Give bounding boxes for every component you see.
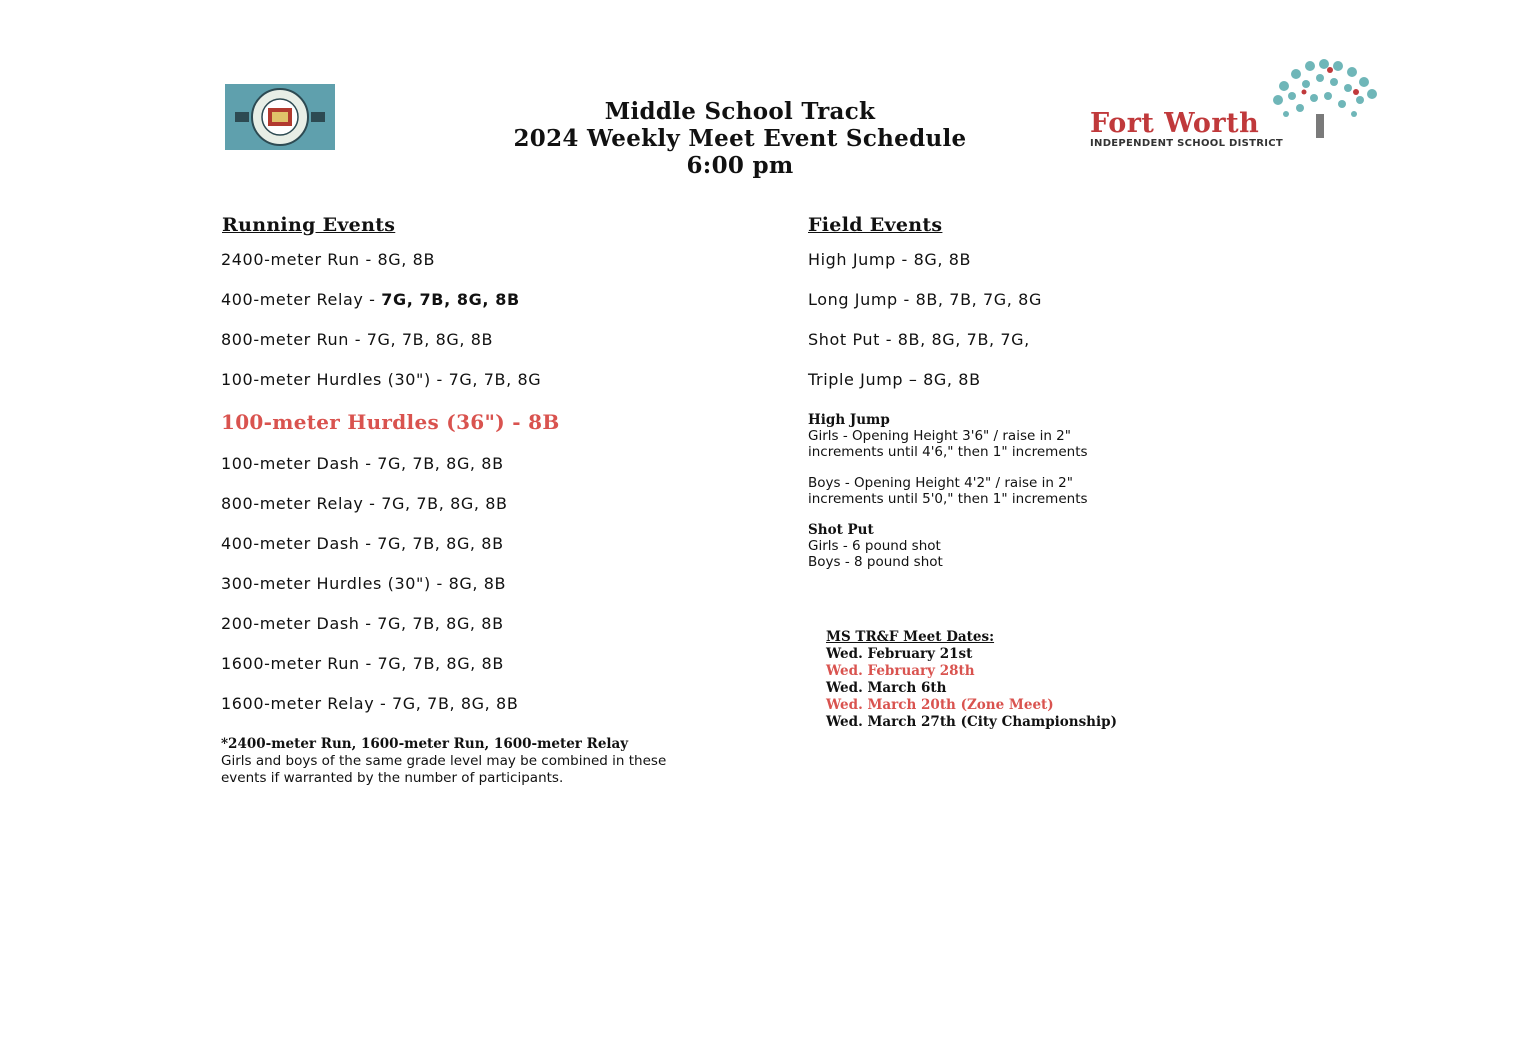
meet-dates-title: MS TR&F Meet Dates:	[826, 629, 995, 645]
running-event-name: 2400-meter Run -	[221, 250, 378, 269]
running-event-row	[221, 410, 560, 434]
meet-date-item: Wed. March 6th	[826, 680, 947, 696]
field-event-grades: 8B, 8G, 7B, 7G,	[897, 330, 1030, 349]
running-event-name: 100-meter Hurdles (36") - 8B	[221, 410, 560, 434]
running-event-row	[221, 290, 520, 309]
field-event-grades: 8G, 8B	[913, 250, 972, 269]
running-event-grades: 7G, 7B, 8G, 8B	[392, 694, 519, 713]
running-event-row	[221, 370, 541, 389]
field-events-heading: Field Events	[808, 214, 943, 236]
running-event-grades: 8G, 8B	[377, 250, 436, 269]
running-event-name: 200-meter Dash -	[221, 614, 378, 633]
shot-put-rules-title: Shot Put	[808, 522, 874, 538]
title-line-2: 2024 Weekly Meet Event Schedule	[513, 125, 967, 152]
high-jump-rules	[808, 412, 1088, 460]
running-event-grades: 7G, 7B, 8G, 8B	[366, 330, 494, 349]
title-line-1: Middle School Track	[604, 98, 876, 125]
running-event-row	[221, 454, 504, 473]
field-event-grades: 8B, 7B, 7G, 8G	[915, 290, 1042, 309]
running-events-heading: Running Events	[222, 214, 396, 236]
meet-dates-block	[826, 629, 1117, 731]
tree-icon	[1264, 56, 1388, 138]
running-event-row	[221, 330, 493, 349]
boys-high-jump-line-2: increments until 5'0," then 1" increments	[808, 491, 1088, 507]
meet-dates-list	[826, 646, 1117, 731]
girls-high-jump-line-1: Girls - Opening Height 3'6" / raise in 2"	[808, 428, 1071, 444]
running-event-name: 300-meter Hurdles (30") -	[221, 574, 449, 593]
page-title	[400, 98, 1080, 179]
running-event-row	[221, 534, 504, 553]
field-event-name: High Jump -	[808, 250, 914, 269]
fwisd-athletics-seal-icon	[225, 84, 335, 150]
shot-put-rules	[808, 522, 943, 570]
boys-high-jump-line-1: Boys - Opening Height 4'2" / raise in 2"	[808, 475, 1073, 491]
running-event-name: 800-meter Relay -	[221, 494, 382, 513]
field-event-name: Shot Put -	[808, 330, 898, 349]
field-event-row	[808, 290, 1042, 309]
running-event-row	[221, 574, 506, 593]
running-event-grades: 8G, 8B	[448, 574, 507, 593]
girls-shot-put: Girls - 6 pound shot	[808, 538, 941, 554]
high-jump-rules-title: High Jump	[808, 412, 890, 428]
running-event-name: 1600-meter Run -	[221, 654, 378, 673]
isd-subtitle: INDEPENDENT SCHOOL DISTRICT	[1090, 138, 1284, 149]
running-event-row	[221, 494, 508, 513]
running-event-name: 100-meter Dash -	[221, 454, 378, 473]
field-event-grades: 8G, 8B	[923, 370, 981, 389]
boys-high-jump-rules	[808, 475, 1088, 507]
running-event-grades: 7G, 7B, 8G, 8B	[377, 614, 504, 633]
fort-worth-wordmark: Fort Worth	[1090, 108, 1260, 139]
running-event-row	[221, 654, 504, 673]
running-event-name: 400-meter Relay -	[221, 290, 382, 309]
combined-events-note-text: Girls and boys of the same grade level may be combined in these events if warranted by the number of participants.	[221, 753, 667, 786]
field-event-name: Long Jump -	[808, 290, 916, 309]
fwisd-athletics-logo	[225, 84, 335, 150]
meet-date-item: Wed. February 28th	[826, 663, 975, 679]
meet-date-item: Wed. March 20th (Zone Meet)	[826, 697, 1054, 713]
field-event-row	[808, 330, 1030, 349]
title-line-3: 6:00 pm	[686, 152, 794, 179]
running-event-grades: 7G, 7B, 8G, 8B	[381, 494, 508, 513]
meet-date-item: Wed. February 21st	[826, 646, 973, 662]
running-event-name: 100-meter Hurdles (30") -	[221, 370, 449, 389]
running-event-name: 400-meter Dash -	[221, 534, 378, 553]
combined-events-note-title: *2400-meter Run, 1600-meter Run, 1600-meter Relay	[221, 736, 629, 752]
running-event-row	[221, 250, 435, 269]
field-event-name: Triple Jump –	[808, 370, 924, 389]
field-event-row	[808, 370, 981, 389]
running-event-grades: 7G, 7B, 8G	[448, 370, 542, 389]
running-event-grades: 7G, 7B, 8G, 8B	[381, 290, 520, 309]
running-event-grades: 7G, 7B, 8G, 8B	[377, 454, 504, 473]
field-event-row	[808, 250, 971, 269]
running-event-grades: 7G, 7B, 8G, 8B	[377, 654, 504, 673]
fort-worth-isd-logo	[1088, 56, 1388, 156]
meet-date-item: Wed. March 27th (City Championship)	[826, 714, 1117, 730]
running-event-grades: 7G, 7B, 8G, 8B	[377, 534, 504, 553]
running-event-row	[221, 694, 518, 713]
running-event-name: 800-meter Run -	[221, 330, 367, 349]
boys-shot-put: Boys - 8 pound shot	[808, 554, 943, 570]
combined-events-note	[221, 736, 691, 787]
girls-high-jump-line-2: increments until 4'6," then 1" increments	[808, 444, 1088, 460]
running-event-row	[221, 614, 504, 633]
running-event-name: 1600-meter Relay -	[221, 694, 393, 713]
